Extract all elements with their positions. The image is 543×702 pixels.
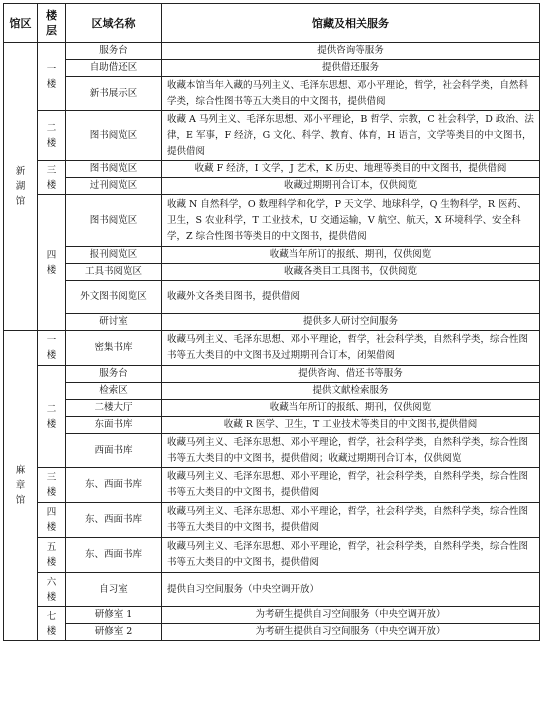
floor-cell	[38, 503, 66, 538]
area-cell: 检索区	[66, 383, 162, 400]
table-row	[4, 383, 540, 400]
area-cell: 研讨室	[66, 314, 162, 331]
table-row	[4, 607, 540, 624]
floor-cell	[38, 538, 66, 573]
vertical-char: 层	[46, 24, 57, 37]
table-row	[4, 400, 540, 417]
vertical-char: 四	[46, 507, 57, 518]
vertical-char: 一	[46, 63, 57, 75]
header-row	[4, 4, 540, 43]
vertical-char: 楼	[46, 418, 57, 430]
service-cell: 收藏当年所订的报纸、期刊，仅供阅览	[162, 400, 540, 417]
vertical-char: 楼	[46, 350, 57, 361]
area-cell: 东面书库	[66, 417, 162, 434]
floor-cell	[38, 43, 66, 111]
table-row	[4, 434, 540, 468]
table-row	[4, 195, 540, 247]
vertical-char: 馆	[15, 196, 26, 207]
vertical-char: 区	[20, 16, 32, 30]
area-cell: 研修室 1	[66, 607, 162, 624]
vertical-char: 楼	[46, 179, 57, 191]
area-cell: 研修室 2	[66, 624, 162, 641]
service-cell: 提供咨询等服务	[162, 43, 540, 60]
table-row	[4, 624, 540, 641]
floor-cell	[38, 161, 66, 195]
library-services-table	[3, 3, 540, 641]
table-row	[4, 331, 540, 366]
library-services-table-wrapper	[3, 3, 540, 641]
vertical-char: 章	[15, 480, 26, 491]
service-cell: 提供自习空间服务（中央空调开放）	[162, 573, 540, 607]
table-row	[4, 417, 540, 434]
table-row	[4, 468, 540, 503]
header-service: 馆藏及相关服务	[162, 4, 540, 43]
vertical-char: 三	[46, 472, 57, 483]
library-cell	[4, 43, 38, 331]
service-cell: 收藏 F 经济，I 文学，J 艺术，K 历史、地理等类目的中文图书，提供借阅	[162, 161, 540, 178]
service-cell: 收藏各类目工具图书，仅供阅览	[162, 264, 540, 281]
table-header	[4, 4, 540, 43]
vertical-char: 楼	[46, 591, 57, 603]
area-cell: 东、西面书库	[66, 538, 162, 573]
table-row	[4, 503, 540, 538]
service-cell: 收藏 R 医学、卫生，T 工业技术等类目的中文图书,提供借阅	[162, 417, 540, 434]
header-library	[4, 4, 38, 43]
service-cell: 提供借还服务	[162, 60, 540, 77]
floor-cell	[38, 607, 66, 641]
area-cell: 东、西面书库	[66, 503, 162, 538]
library-cell	[4, 331, 38, 641]
table-row	[4, 281, 540, 314]
area-cell: 工具书阅览区	[66, 264, 162, 281]
area-cell: 过刊阅览区	[66, 178, 162, 195]
vertical-char: 馆	[9, 16, 21, 30]
vertical-char: 五	[46, 542, 57, 553]
service-cell: 收藏 A 马列主义、毛泽东思想、邓小平理论，B 哲学、宗教，C 社会科学，D 政治、法律，E 军事，F 经济，G 文化、科学、教育、体育，H 语言，文学等类目的中文图书，提供借阅	[162, 111, 540, 161]
vertical-char: 四	[46, 249, 57, 261]
area-cell: 新书展示区	[66, 77, 162, 111]
table-row	[4, 247, 540, 264]
vertical-char: 楼	[46, 487, 57, 498]
area-cell: 图书阅览区	[66, 111, 162, 161]
area-cell: 二楼大厅	[66, 400, 162, 417]
area-cell: 报刊阅览区	[66, 247, 162, 264]
area-cell: 外文图书阅览区	[66, 281, 162, 314]
area-cell: 图书阅览区	[66, 161, 162, 178]
table-row	[4, 111, 540, 161]
service-cell: 收藏马列主义、毛泽东思想、邓小平理论，哲学，社会科学类，自然科学类，综合性图书等五大类目的中文图书，提供借阅；收藏过期期刊合订本，仅供阅览	[162, 434, 540, 468]
table-row	[4, 366, 540, 383]
vertical-char: 楼	[46, 625, 57, 637]
service-cell: 提供咨询、借还书等服务	[162, 366, 540, 383]
area-cell: 自助借还区	[66, 60, 162, 77]
vertical-char: 楼	[46, 522, 57, 533]
table-row	[4, 573, 540, 607]
vertical-char: 一	[46, 335, 57, 346]
area-cell: 密集书库	[66, 331, 162, 366]
service-cell: 收藏马列主义、毛泽东思想、邓小平理论，哲学，社会科学类，自然科学类，综合性图书等五大类目的中文图书，提供借阅	[162, 503, 540, 538]
service-cell: 为考研生提供自习空间服务（中央空调开放）	[162, 607, 540, 624]
service-cell: 收藏外文各类目图书，提供借阅	[162, 281, 540, 314]
vertical-char: 二	[46, 122, 57, 134]
floor-cell	[38, 111, 66, 161]
area-cell: 服务台	[66, 43, 162, 60]
floor-cell	[38, 195, 66, 331]
table-row	[4, 60, 540, 77]
service-cell: 收藏 N 自然科学，O 数理科学和化学，P 天文学、地球科学，Q 生物科学，R 医药、卫生，S 农业科学，T 工业技术，U 交通运输，V 航空、航天，X 环境科学、安全科学，Z 综合性图书等类目的中文图书，提供借阅	[162, 195, 540, 247]
area-cell: 西面书库	[66, 434, 162, 468]
table-body	[4, 43, 540, 641]
table-row	[4, 178, 540, 195]
header-floor	[38, 4, 66, 43]
vertical-char: 麻	[15, 465, 26, 476]
area-cell: 自习室	[66, 573, 162, 607]
vertical-char: 楼	[46, 9, 57, 22]
vertical-char: 楼	[46, 78, 57, 90]
service-cell: 收藏马列主义、毛泽东思想、邓小平理论，哲学，社会科学类，自然科学类，综合性图书等五大类目的中文图书，提供借阅	[162, 468, 540, 503]
table-row	[4, 77, 540, 111]
header-area: 区域名称	[66, 4, 162, 43]
floor-cell	[38, 366, 66, 468]
service-cell: 收藏过期期刊合订本，仅供阅览	[162, 178, 540, 195]
vertical-char: 二	[46, 403, 57, 415]
vertical-char: 湖	[15, 181, 26, 192]
service-cell: 提供多人研讨空间服务	[162, 314, 540, 331]
service-cell: 为考研生提供自习空间服务（中央空调开放）	[162, 624, 540, 641]
service-cell: 收藏马列主义、毛泽东思想、邓小平理论，哲学，社会科学类，自然科学类，综合性图书等五大类目的中文图书，提供借阅	[162, 538, 540, 573]
vertical-char: 新	[15, 166, 26, 177]
vertical-char: 馆	[15, 495, 26, 506]
vertical-char: 七	[46, 610, 57, 622]
floor-cell	[38, 573, 66, 607]
floor-cell	[38, 468, 66, 503]
service-cell: 提供文献检索服务	[162, 383, 540, 400]
vertical-char: 三	[46, 164, 57, 176]
table-row	[4, 161, 540, 178]
area-cell: 服务台	[66, 366, 162, 383]
area-cell: 东、西面书库	[66, 468, 162, 503]
table-row	[4, 538, 540, 573]
vertical-char: 楼	[46, 264, 57, 276]
floor-cell	[38, 331, 66, 366]
vertical-char: 六	[46, 576, 57, 588]
vertical-char: 楼	[46, 557, 57, 568]
area-cell: 图书阅览区	[66, 195, 162, 247]
service-cell: 收藏本馆当年入藏的马列主义、毛泽东思想、邓小平理论，哲学，社会科学类，自然科学类，综合性图书等五大类目的中文图书，提供借阅	[162, 77, 540, 111]
vertical-char: 楼	[46, 137, 57, 149]
table-row	[4, 314, 540, 331]
service-cell: 收藏马列主义、毛泽东思想、邓小平理论，哲学，社会科学类，自然科学类，综合性图书等五大类目的中文图书及过期期刊合订本，闭架借阅	[162, 331, 540, 366]
table-row	[4, 264, 540, 281]
table-row	[4, 43, 540, 60]
service-cell: 收藏当年所订的报纸、期刊，仅供阅览	[162, 247, 540, 264]
